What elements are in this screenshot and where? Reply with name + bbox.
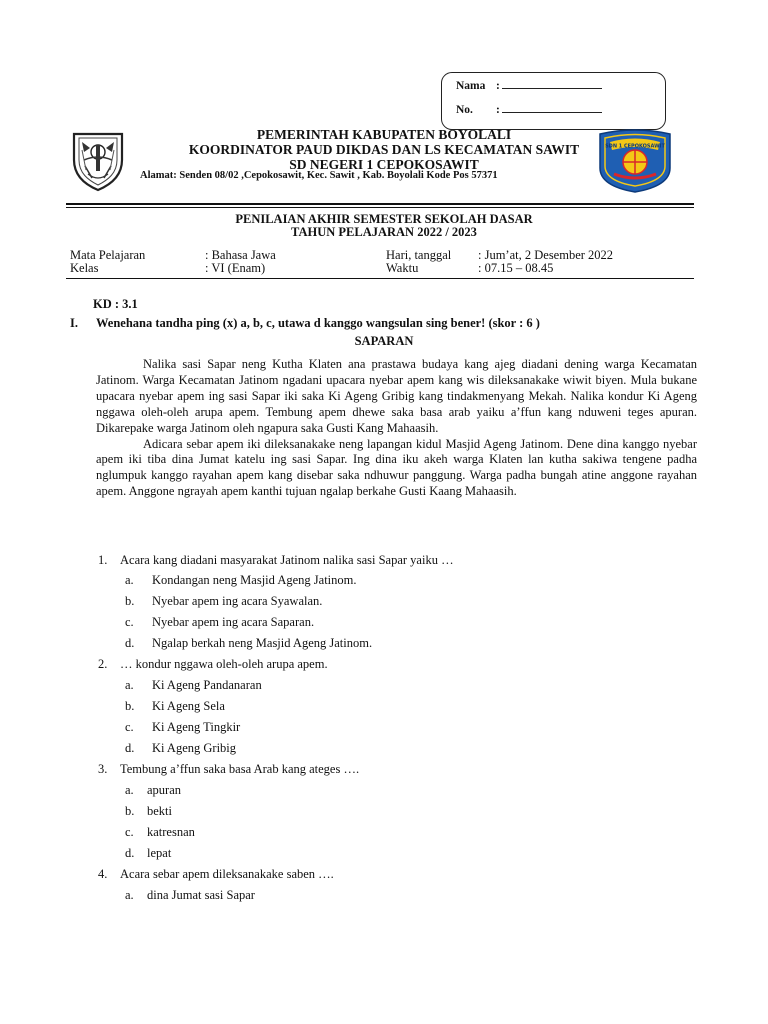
option-letter: a. [125, 678, 134, 692]
kd-label: KD : 3.1 [93, 297, 138, 311]
option-text: lepat [147, 846, 172, 860]
option-letter: b. [125, 594, 135, 608]
header-divider [66, 203, 694, 205]
class-label: Kelas [70, 261, 99, 275]
option-letter: d. [125, 741, 135, 755]
question-number: 1. [98, 553, 108, 567]
option-letter: b. [125, 804, 135, 818]
meta-divider [66, 278, 694, 279]
option-letter: a. [125, 888, 134, 902]
option-text: Kondangan neng Masjid Ageng Jatinom. [152, 573, 357, 587]
question-text: Tembung a’ffun saka basa Arab kang ateges …. [120, 762, 360, 776]
class-value: : VI (Enam) [205, 261, 266, 275]
section-numeral: I. [70, 316, 78, 330]
header-address: Alamat: Senden 08/02 ,Cepokosawit, Kec. Sawit , Kab. Boyolali Kode Pos 57371 [140, 170, 498, 181]
option-text: apuran [147, 783, 182, 797]
day-value: : Jum’at, 2 Desember 2022 [478, 248, 614, 262]
question-text: Acara kang diadani masyarakat Jatinom nalika sasi Sapar yaiku … [120, 553, 454, 567]
question-text: Acara sebar apem dileksanakake saben …. [120, 867, 334, 881]
reading-passage [96, 357, 697, 500]
option-text: Ki Ageng Sela [152, 699, 225, 713]
question-text: … kondur nggawa oleh-oleh arupa apem. [120, 657, 328, 671]
time-value: : 07.15 – 08.45 [478, 261, 554, 275]
option-text: Ki Ageng Tingkir [152, 720, 241, 734]
option-text: bekti [147, 804, 172, 818]
number-colon: : [496, 104, 500, 116]
number-row [456, 103, 602, 116]
subject-value: : Bahasa Jawa [205, 248, 276, 262]
option-letter: a. [125, 783, 134, 797]
reading-title: SAPARAN [354, 334, 414, 348]
name-label: Nama [456, 80, 486, 92]
question-number: 3. [98, 762, 108, 776]
reading-paragraph-2: Adicara sebar apem iki dileksanakake neng lapangan kidul Masjid Ageng Jatinom. Dene dina kanggo nyebar apem iki tiba dina Jumat katelu ing sasi Sapar. Ing dina iku akeh warga Klaten lan kutha sakiwa tengene padha nglumpuk kanggo rayahan apem kang disebar saka ndhuwur panggung. Warga padha bungah atine anggone rayahan apem. Anggone ngrayah apem kanthi tujuan ngalap berkahe Gusti Kaang Mahaasih. [96, 436, 697, 499]
option-text: dina Jumat sasi Sapar [147, 888, 255, 902]
option-text: Ngalap berkah neng Masjid Ageng Jatinom. [152, 636, 373, 650]
name-row [456, 79, 602, 92]
name-field[interactable] [502, 79, 602, 89]
name-colon: : [496, 80, 500, 92]
option-text: Nyebar apem ing acara Saparan. [152, 615, 315, 629]
option-text: Ki Ageng Pandanaran [152, 678, 262, 692]
question-number: 4. [98, 867, 108, 881]
option-letter: d. [125, 636, 135, 650]
student-identity-box [441, 72, 666, 130]
header-school-name: SD NEGERI 1 CEPOKOSAWIT [289, 157, 479, 172]
option-text: katresnan [147, 825, 195, 839]
option-letter: a. [125, 573, 134, 587]
header-government: PEMERINTAH KABUPATEN BOYOLALI [256, 127, 512, 142]
section-instruction: Wenehana tandha ping (x) a, b, c, utawa d kanggo wangsulan sing bener! (skor : 6 ) [96, 316, 540, 330]
number-field[interactable] [502, 103, 602, 113]
school-logo-text: SDN 1 CEPOKOSAWIT [605, 143, 665, 150]
option-letter: b. [125, 699, 135, 713]
exam-title: PENILAIAN AKHIR SEMESTER SEKOLAH DASAR [235, 212, 533, 226]
subject-label: Mata Pelajaran [70, 248, 146, 262]
option-letter: d. [125, 846, 135, 860]
day-label: Hari, tanggal [386, 248, 452, 262]
question-number: 2. [98, 657, 108, 671]
option-text: Nyebar apem ing acara Syawalan. [152, 594, 323, 608]
option-letter: c. [125, 720, 134, 734]
time-label: Waktu [386, 261, 419, 275]
header-coordinator: KOORDINATOR PAUD DIKDAS DAN LS KECAMATAN SAWIT [188, 142, 580, 157]
option-letter: c. [125, 825, 134, 839]
header-divider-thin [66, 207, 694, 208]
option-text: Ki Ageng Gribig [152, 741, 237, 755]
exam-year: TAHUN PELAJARAN 2022 / 2023 [291, 225, 477, 239]
number-label: No. [456, 104, 473, 116]
reading-paragraph-1: Nalika sasi Sapar neng Kutha Klaten ana prastawa budaya kang ajeg diadani dening warga Kecamatan Jatinom. Warga Kecamatan Jatinom ngadani upacara nyebar apem kang wis dileksanakake wiwit biyen. Mula bukane upacara nyebar apem ing sasi Sapar iki saka Ki Ageng Gribig kang tindakmenyang Mekah. Nalika kondur Ki Ageng nggawa oleh-oleh arupa apem. Tembung apem dhewe saka basa arab yaiku a’ffun kang nduweni teges apuran. Dikarepake warga Jatinom oleh ngapura saka Gusti Kang Mahaasih. [96, 357, 697, 435]
option-letter: c. [125, 615, 134, 629]
